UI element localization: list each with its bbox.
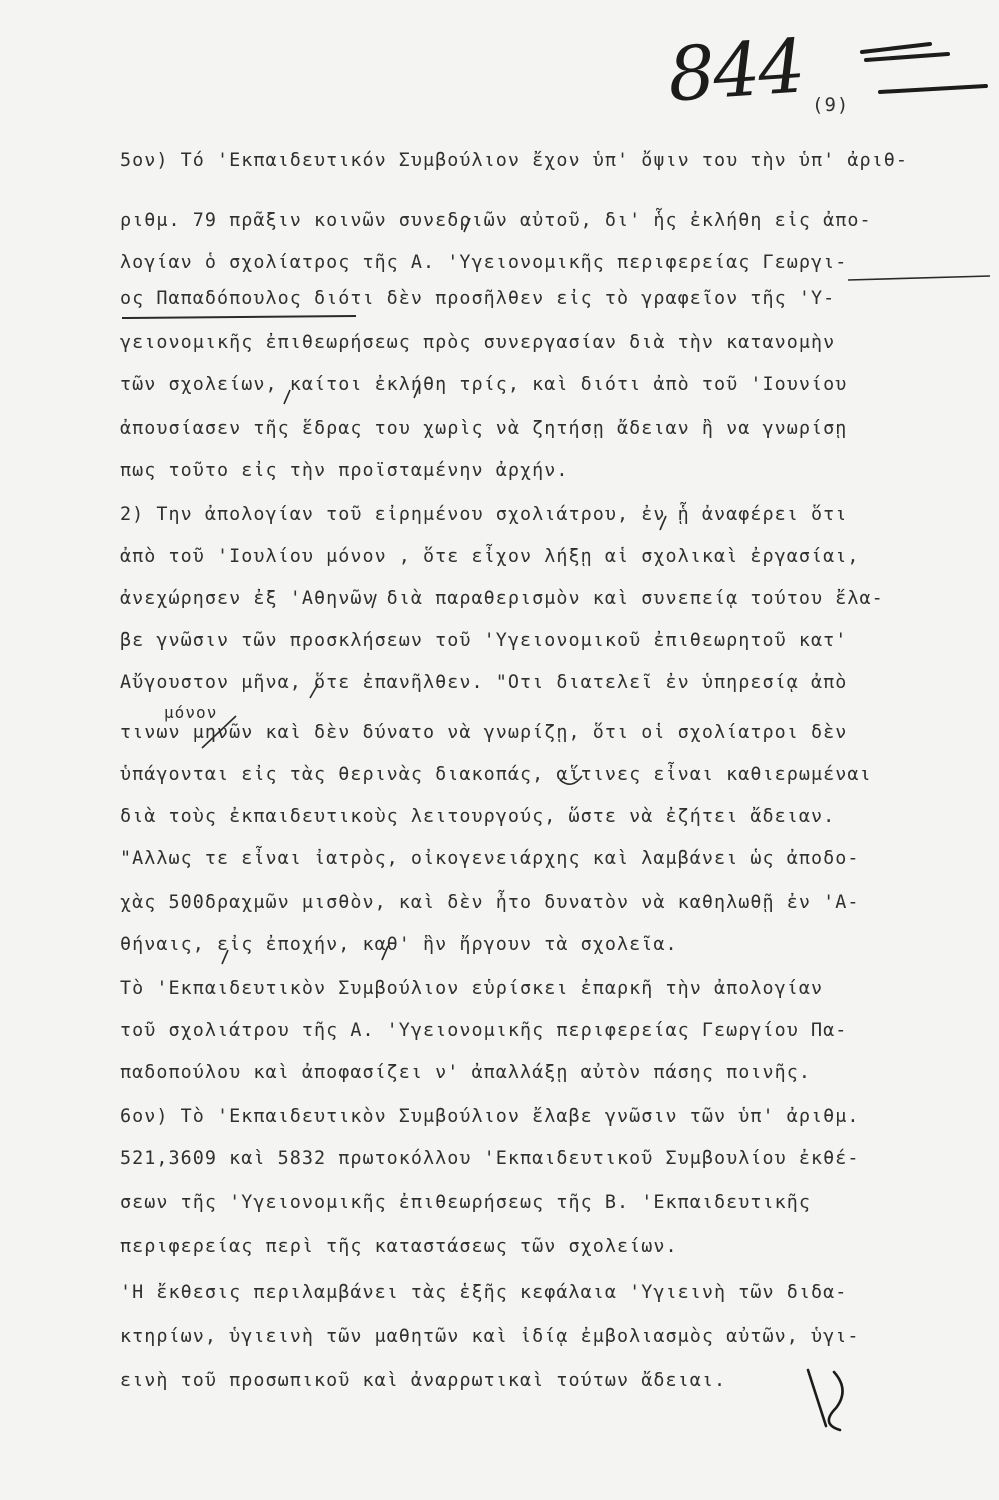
text-line: 6ον) Τὸ 'Εκπαιδευτικὸν Συμβούλιον ἔλαβε γνῶσιν τῶν ὑπ' ἀριθμ.	[120, 1106, 860, 1127]
text-line: ὑπάγονται εἰς τὰς θερινὰς διακοπάς, αἵτινες εἶναι καθιερωμέναι	[120, 764, 872, 785]
insertion-tick	[414, 384, 420, 398]
text-line: 521,3609 καὶ 5832 πρωτοκόλλου 'Εκπαιδευτικοῦ Συμβουλίου ἐκθέ-	[120, 1148, 860, 1169]
text-line: τοῦ σχολιάτρου τῆς Α. 'Υγειονομικῆς περιφερείας Γεωργίου Πα-	[120, 1020, 848, 1041]
page-number: (9)	[812, 94, 850, 116]
text-line: τινων μηνῶν καὶ δὲν δύνατο νὰ γνωρίζῃ, ὅτι οἱ σχολίατροι δὲν	[120, 722, 848, 743]
insertion-tick	[660, 516, 666, 530]
text-line: τῶν σχολείων, καίτοι ἐκλήθη τρίς, καὶ διότι ἀπὸ τοῦ 'Ιουνίου	[120, 374, 848, 395]
insertion-tick	[202, 716, 236, 748]
text-line: βε γνῶσιν τῶν προσκλήσεων τοῦ 'Υγειονομικοῦ ἐπιθεωρητοῦ κατ'	[120, 630, 848, 651]
text-line: ἀνεχώρησεν ἐξ 'Αθηνῶν διὰ παραθερισμὸν καὶ συνεπείᾳ τούτου ἔλα-	[120, 588, 884, 609]
text-line: εινὴ τοῦ προσωπικοῦ καὶ ἀναρρωτικαὶ τούτων ἄδειαι.	[120, 1370, 727, 1391]
overline-mark	[848, 276, 990, 280]
insertion-tick	[284, 390, 290, 404]
text-line: λογίαν ὁ σχολίατρος τῆς Α. 'Υγειονομικῆς περιφερείας Γεωργι-	[120, 252, 848, 273]
insertion-tick	[310, 684, 318, 698]
text-line: χὰς 500δραχμῶν μισθὸν, καὶ δὲν ἦτο δυνατὸν νὰ καθηλωθῇ ἐν 'Α-	[120, 892, 860, 913]
text-line: ριθμ. 79 πρᾶξιν κοινῶν συνεδριῶν αὐτοῦ, δι' ἧς ἐκλήθη εἰς ἀπο-	[120, 210, 872, 231]
text-line: ος Παπαδόπουλος διότι δὲν προσῆλθεν εἰς τὸ γραφεῖον τῆς 'Υ-	[120, 288, 836, 309]
text-line: 2) Την ἀπολογίαν τοῦ εἰρημένου σχολιάτρου, ἐν ᾗ ἀναφέρει ὅτι	[120, 504, 848, 525]
text-line: "Αλλως τε εἶναι ἰατρὸς, οἰκογενειάρχης καὶ λαμβάνει ὡς ἀποδο-	[120, 848, 860, 869]
text-line: Τὸ 'Εκπαιδευτικὸν Συμβούλιον εὑρίσκει ἐπαρκῆ τὴν ἀπολογίαν	[120, 978, 824, 999]
text-line: σεων τῆς 'Υγειονομικῆς ἐπιθεωρήσεως τῆς Β. 'Εκπαιδευτικῆς	[120, 1192, 811, 1213]
interlinear-insert: μόνον	[164, 703, 218, 722]
text-line: Αὔγουστον μῆνα, ὅτε ἐπανῆλθεν. "Οτι διατελεῖ ἐν ὑπηρεσίᾳ ἀπὸ	[120, 672, 848, 693]
end-flourish	[808, 1370, 843, 1430]
text-line: 5ον) Τό 'Εκπαιδευτικόν Συμβούλιον ἔχον ὑπ' ὄψιν του τὴν ὑπ' ἀριθ-	[120, 150, 908, 171]
text-line: περιφερείας περὶ τῆς καταστάσεως τῶν σχολείων.	[120, 1236, 678, 1257]
insertion-tick	[222, 950, 228, 964]
text-line: θήναις, εἰς ἐποχήν, καθ' ἣν ἤργουν τὰ σχολεῖα.	[120, 934, 678, 955]
text-line: παδοπούλου καὶ ἀποφασίζει ν' ἀπαλλάξῃ αὐτὸν πάσης ποινῆς.	[120, 1062, 811, 1083]
folio-strike-mark	[862, 44, 986, 92]
text-line: 'Η ἔκθεσις περιλαμβάνει τὰς ἑξῆς κεφάλαια 'Υγιεινὴ τῶν διδα-	[120, 1282, 848, 1303]
text-line: διὰ τοὺς ἐκπαιδευτικοὺς λειτουργούς, ὥστε νὰ ἐζήτει ἄδειαν.	[120, 806, 836, 827]
text-line: κτηρίων, ὑγιεινὴ τῶν μαθητῶν καὶ ἰδίᾳ ἐμβολιασμὸς αὐτῶν, ὑγι-	[120, 1326, 860, 1347]
insertion-tick	[560, 776, 582, 784]
insertion-tick	[464, 218, 470, 232]
text-line: γειονομικῆς ἐπιθεωρήσεως πρὸς συνεργασίαν διὰ τὴν κατανομὴν	[120, 332, 836, 353]
folio-number-handwritten: 844	[665, 23, 807, 119]
text-line: ἀπὸ τοῦ 'Ιουλίου μόνον , ὅτε εἶχον λήξῃ αἱ σχολικαὶ ἐργασίαι,	[120, 546, 860, 567]
name-underline	[122, 316, 356, 318]
text-line: ἀπουσίασεν τῆς ἕδρας του χωρὶς νὰ ζητήσῃ ἄδειαν ἢ να γνωρίσῃ	[120, 418, 848, 439]
insertion-tick	[372, 594, 376, 608]
text-line: πως τοῦτο εἰς τὴν προϊσταμένην ἀρχήν.	[120, 460, 569, 481]
insertion-tick	[382, 946, 388, 960]
